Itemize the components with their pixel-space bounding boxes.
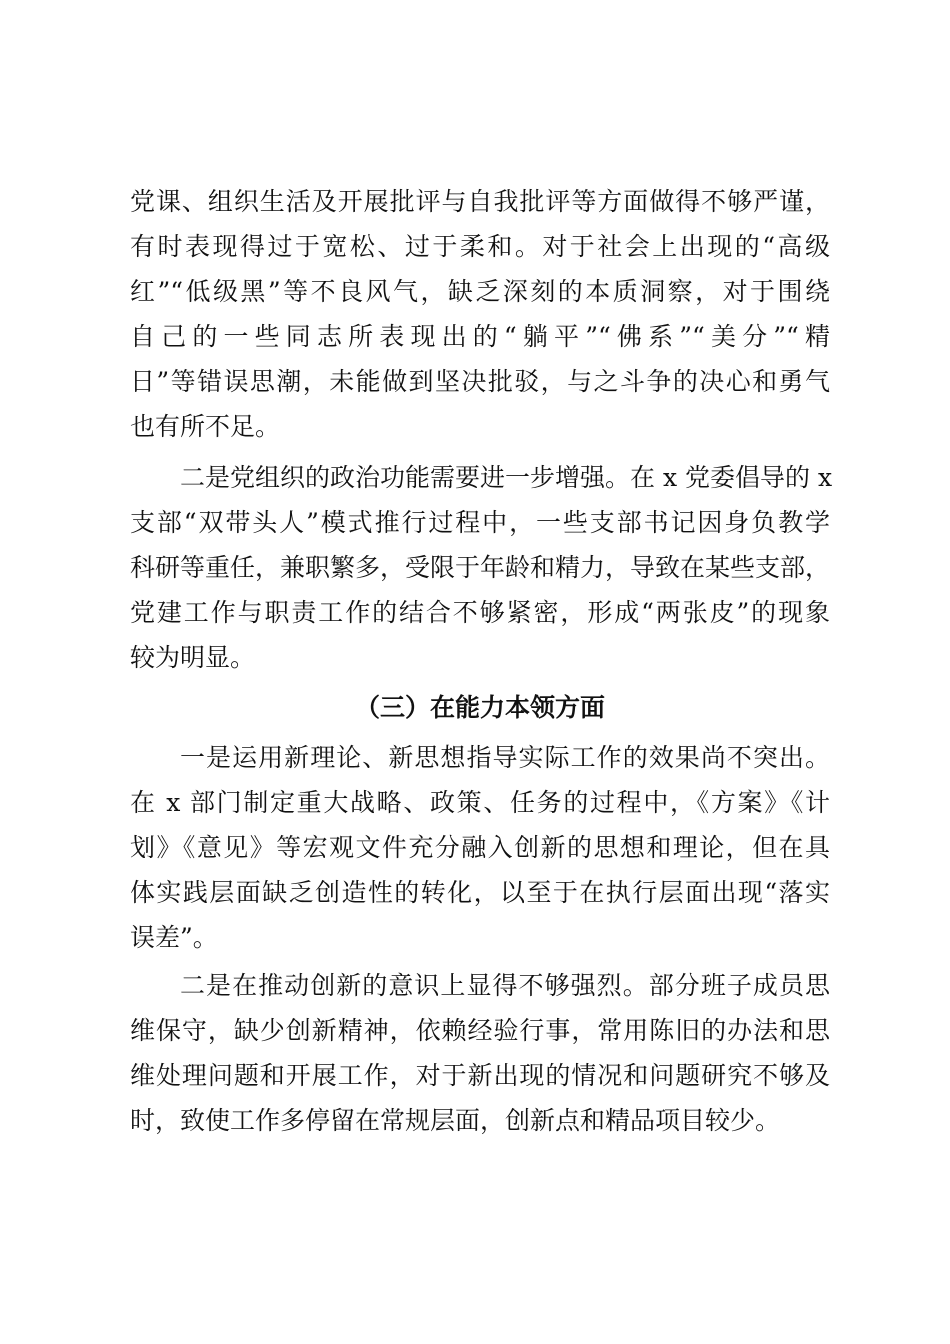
paragraph-4-line-3: 维处理问题和开展工作，对于新出现的情况和问题研究不够及 bbox=[130, 1061, 830, 1090]
paragraph-1-line-5: 日”等错误思潮，未能做到坚决批驳，与之斗争的决心和勇气 bbox=[130, 367, 830, 396]
paragraph-3-line-4: 体实践层面缺乏创造性的转化，以至于在执行层面出现“落实 bbox=[130, 878, 830, 907]
paragraph-1-line-3: 红”“低级黑”等不良风气，缺乏深刻的本质洞察，对于围绕 bbox=[130, 277, 830, 306]
paragraph-3-line-2: 在 x 部门制定重大战略、政策、任务的过程中，《方案》《计 bbox=[130, 788, 830, 817]
paragraph-4-line-1: 二是在推动创新的意识上显得不够强烈。部分班子成员思 bbox=[180, 971, 830, 1000]
paragraph-2-line-3: 科研等重任，兼职繁多，受限于年龄和精力，导致在某些支部， bbox=[130, 553, 831, 582]
paragraph-1-line-1: 党课、组织生活及开展批评与自我批评等方面做得不够严谨， bbox=[130, 187, 830, 216]
paragraph-2-line-1: 二是党组织的政治功能需要进一步增强。在 x 党委倡导的 x bbox=[180, 463, 833, 492]
paragraph-2-line-5: 较为明显。 bbox=[130, 643, 256, 672]
paragraph-3-line-1: 一是运用新理论、新思想指导实际工作的效果尚不突出。 bbox=[180, 743, 830, 772]
paragraph-2-line-4: 党建工作与职责工作的结合不够紧密，形成“两张皮”的现象 bbox=[130, 598, 830, 627]
paragraph-4-line-2: 维保守，缺少创新精神，依赖经验行事，常用陈旧的办法和思 bbox=[130, 1016, 830, 1045]
section-heading: （三）在能力本领方面 bbox=[354, 693, 605, 722]
paragraph-1-line-6: 也有所不足。 bbox=[130, 412, 281, 441]
paragraph-4-line-4: 时，致使工作多停留在常规层面，创新点和精品项目较少。 bbox=[130, 1106, 781, 1135]
paragraph-1-line-4: 自己的一些同志所表现出的“躺平”“佛系”“美分”“精 bbox=[130, 322, 830, 351]
paragraph-3-line-5: 误差”。 bbox=[130, 923, 218, 952]
paragraph-1-line-2: 有时表现得过于宽松、过于柔和。对于社会上出现的“高级 bbox=[130, 232, 830, 261]
paragraph-3-line-3: 划》《意见》等宏观文件充分融入创新的思想和理论，但在具 bbox=[130, 833, 830, 862]
paragraph-2-line-2: 支部“双带头人”模式推行过程中，一些支部书记因身负教学 bbox=[130, 508, 830, 537]
